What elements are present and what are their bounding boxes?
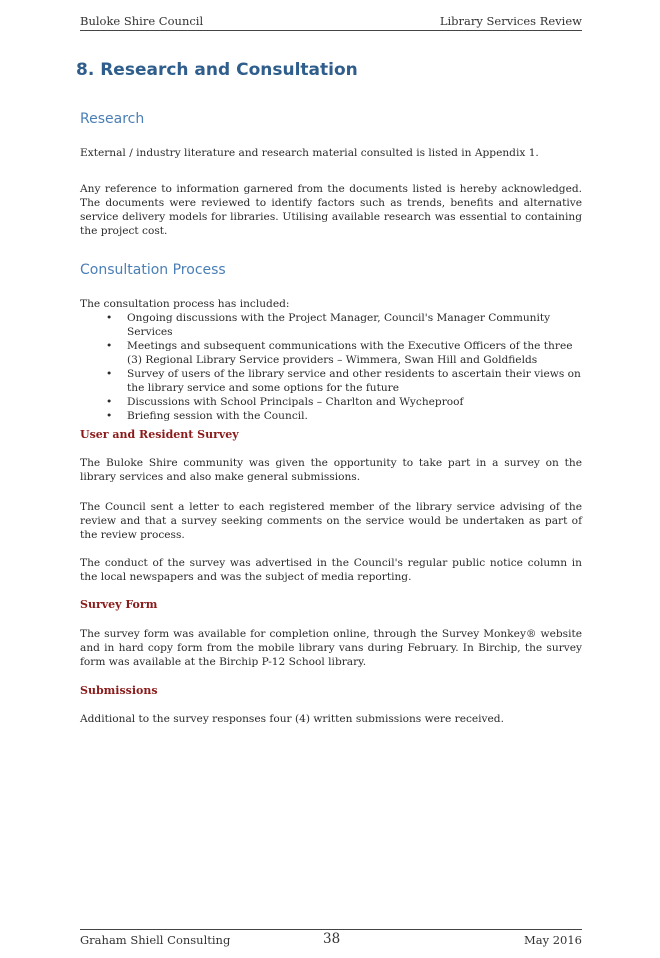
list-item: • Discussions with School Principals – Charlton and Wycheproof xyxy=(80,395,582,409)
research-heading: Research xyxy=(80,111,145,127)
header-left: Buloke Shire Council xyxy=(80,14,204,28)
research-paragraph-1: External / industry literature and research material consulted is listed in Appendix 1. xyxy=(80,147,539,159)
list-item: • Meetings and subsequent communications with the Executive Officers of the three (3) Regional Library Service providers – Wimmera, Swan Hill and Goldfields xyxy=(80,339,582,367)
page-number: 38 xyxy=(323,931,341,947)
submissions-heading: Submissions xyxy=(80,684,158,697)
consultation-intro: The consultation process has included: xyxy=(80,298,290,310)
survey-paragraph-2: The Council sent a letter to each registered member of the library service advising of the review and that a survey seeking comments on the service would be undertaken as part of the review process. xyxy=(80,501,582,541)
consultation-list xyxy=(80,311,582,423)
list-item: • Ongoing discussions with the Project Manager, Council's Manager Community Services xyxy=(80,311,582,339)
survey-form-heading: Survey Form xyxy=(80,598,158,611)
consultation-heading: Consultation Process xyxy=(80,262,226,278)
survey-paragraph-3: The conduct of the survey was advertised in the Council's regular public notice column in the local newspapers and was the subject of media reporting. xyxy=(80,557,582,583)
page-footer xyxy=(80,929,582,950)
list-item: • Briefing session with the Council. xyxy=(80,409,582,423)
header-right: Library Services Review xyxy=(439,14,582,28)
footer-right: May 2016 xyxy=(523,933,582,947)
page-header xyxy=(80,13,582,31)
survey-heading: User and Resident Survey xyxy=(80,428,239,441)
research-paragraph-2: Any reference to information garnered from the documents listed is hereby acknowledged. The documents were reviewed to identify factors such as trends, benefits and alternative service delivery models for libraries. Utilising available research was essential to containing the project cost. xyxy=(80,183,582,237)
survey-paragraph-1: The Buloke Shire community was given the opportunity to take part in a survey on the library services and also make general submissions. xyxy=(80,457,582,483)
survey-form-paragraph: The survey form was available for completion online, through the Survey Monkey® website and in hard copy form from the mobile library vans during February. In Birchip, the survey form was available at the Birchip P-12 School library. xyxy=(80,628,582,668)
footer-left: Graham Shiell Consulting xyxy=(80,933,231,947)
submissions-paragraph: Additional to the survey responses four (4) written submissions were received. xyxy=(80,713,504,725)
section-title: 8. Research and Consultation xyxy=(76,60,358,80)
list-item: • Survey of users of the library service and other residents to ascertain their views on the library service and some options for the future xyxy=(80,367,582,395)
